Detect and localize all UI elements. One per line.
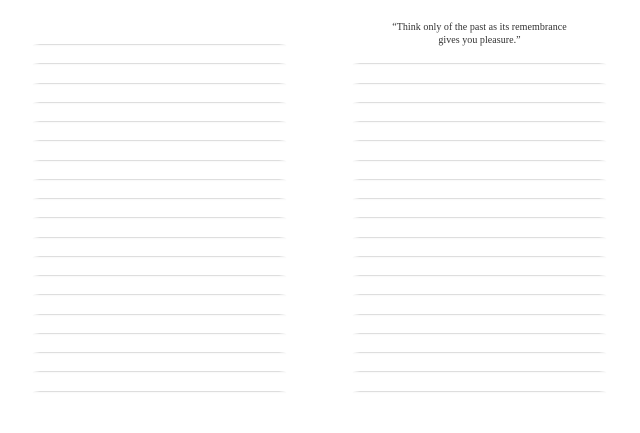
ruled-line — [353, 121, 606, 122]
quote-line-1: “Think only of the past as its remembrance — [392, 22, 567, 33]
ruled-line — [33, 333, 286, 334]
ruled-line — [33, 121, 286, 122]
ruled-line — [33, 140, 286, 141]
right-page-rules — [353, 0, 606, 433]
ruled-line — [353, 102, 606, 103]
ruled-line — [33, 256, 286, 257]
ruled-line — [33, 102, 286, 103]
ruled-line — [33, 352, 286, 353]
ruled-line — [33, 198, 286, 199]
ruled-line — [353, 371, 606, 372]
ruled-line — [33, 217, 286, 218]
ruled-line — [353, 83, 606, 84]
ruled-line — [353, 294, 606, 295]
ruled-line — [353, 352, 606, 353]
ruled-line — [353, 198, 606, 199]
ruled-line — [353, 333, 606, 334]
ruled-line — [33, 63, 286, 64]
ruled-line — [353, 63, 606, 64]
ruled-line — [353, 314, 606, 315]
ruled-line — [353, 237, 606, 238]
ruled-line — [33, 44, 286, 45]
left-page-rules — [33, 0, 286, 433]
ruled-line — [353, 256, 606, 257]
ruled-line — [33, 83, 286, 84]
ruled-line — [33, 160, 286, 161]
ruled-line — [33, 275, 286, 276]
ruled-line — [33, 294, 286, 295]
ruled-line — [353, 391, 606, 392]
ruled-line — [353, 160, 606, 161]
ruled-line — [353, 140, 606, 141]
ruled-line — [33, 371, 286, 372]
ruled-line — [33, 237, 286, 238]
quote-line-2: gives you pleasure.” — [438, 34, 521, 46]
ruled-line — [353, 275, 606, 276]
ruled-line — [353, 179, 606, 180]
ruled-line — [33, 391, 286, 392]
ruled-line — [33, 179, 286, 180]
ruled-line — [33, 314, 286, 315]
ruled-line — [353, 217, 606, 218]
